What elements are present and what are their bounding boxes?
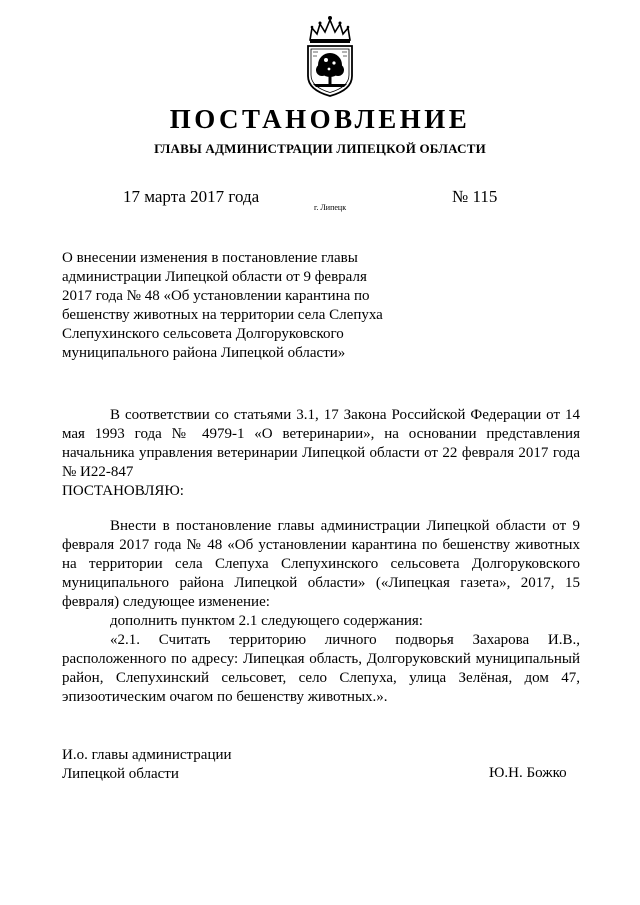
signature-title-line: И.о. главы администрации — [62, 747, 232, 763]
subject-line: бешенству животных на территории села Слепуха — [62, 307, 383, 323]
subject-line: О внесении изменения в постановление главы — [62, 250, 358, 266]
document-subject — [62, 249, 402, 363]
document-subtitle: ГЛАВЫ АДМИНИСТРАЦИИ ЛИПЕЦКОЙ ОБЛАСТИ — [154, 141, 486, 156]
document-city: г. Липецк — [314, 203, 347, 212]
signature-title — [62, 746, 232, 784]
document-date: 17 марта 2017 года — [123, 187, 260, 206]
preamble-paragraph: В соответствии со статьями 3.1, 17 Закона Российской Федерации от 14 мая 1993 года № 4979-1 «О ветеринарии», на основании представления начальника управления ветеринарии Липецкой области от 22 февраля 2017 года № И22-847 — [62, 407, 580, 480]
decree-word: ПОСТАНОВЛЯЮ: — [62, 483, 184, 499]
document-number: № 115 — [452, 187, 498, 206]
signature-title-line: Липецкой области — [62, 766, 179, 782]
subject-line: 2017 года № 48 «Об установлении карантина по — [62, 288, 370, 304]
amendment-text: «2.1. Считать территорию личного подворья Захарова И.В., расположенного по адресу: Липецкая область, Долгоруковский муниципальный район, Слепухинский сельсовет, село Слепуха, улица Зелёная, дом 47, эпизоотическим очагом по бешенству животных.». — [62, 632, 580, 705]
document-title: ПОСТАНОВЛЕНИЕ — [169, 104, 471, 134]
amendment-intro: дополнить пунктом 2.1 следующего содержания: — [110, 613, 423, 629]
subject-line: муниципального района Липецкой области» — [62, 345, 346, 361]
preamble-block — [62, 406, 580, 482]
subject-line: Слепухинского сельсовета Долгоруковского — [62, 326, 344, 342]
subject-line: администрации Липецкой области от 9 февраля — [62, 269, 367, 285]
coat-of-arms-icon — [298, 10, 362, 100]
signature-name: Ю.Н. Божко — [489, 765, 567, 781]
body-block — [62, 517, 580, 707]
body-paragraph: Внести в постановление главы администрации Липецкой области от 9 февраля 2017 года № 48 «Об установлении карантина по бешенству животных на территории села Слепуха Слепухинского сельсовета Долгоруковского муниципального района Липецкой области» («Липецкая газета», 2017, 15 февраля) следующее изменение: — [62, 518, 580, 610]
